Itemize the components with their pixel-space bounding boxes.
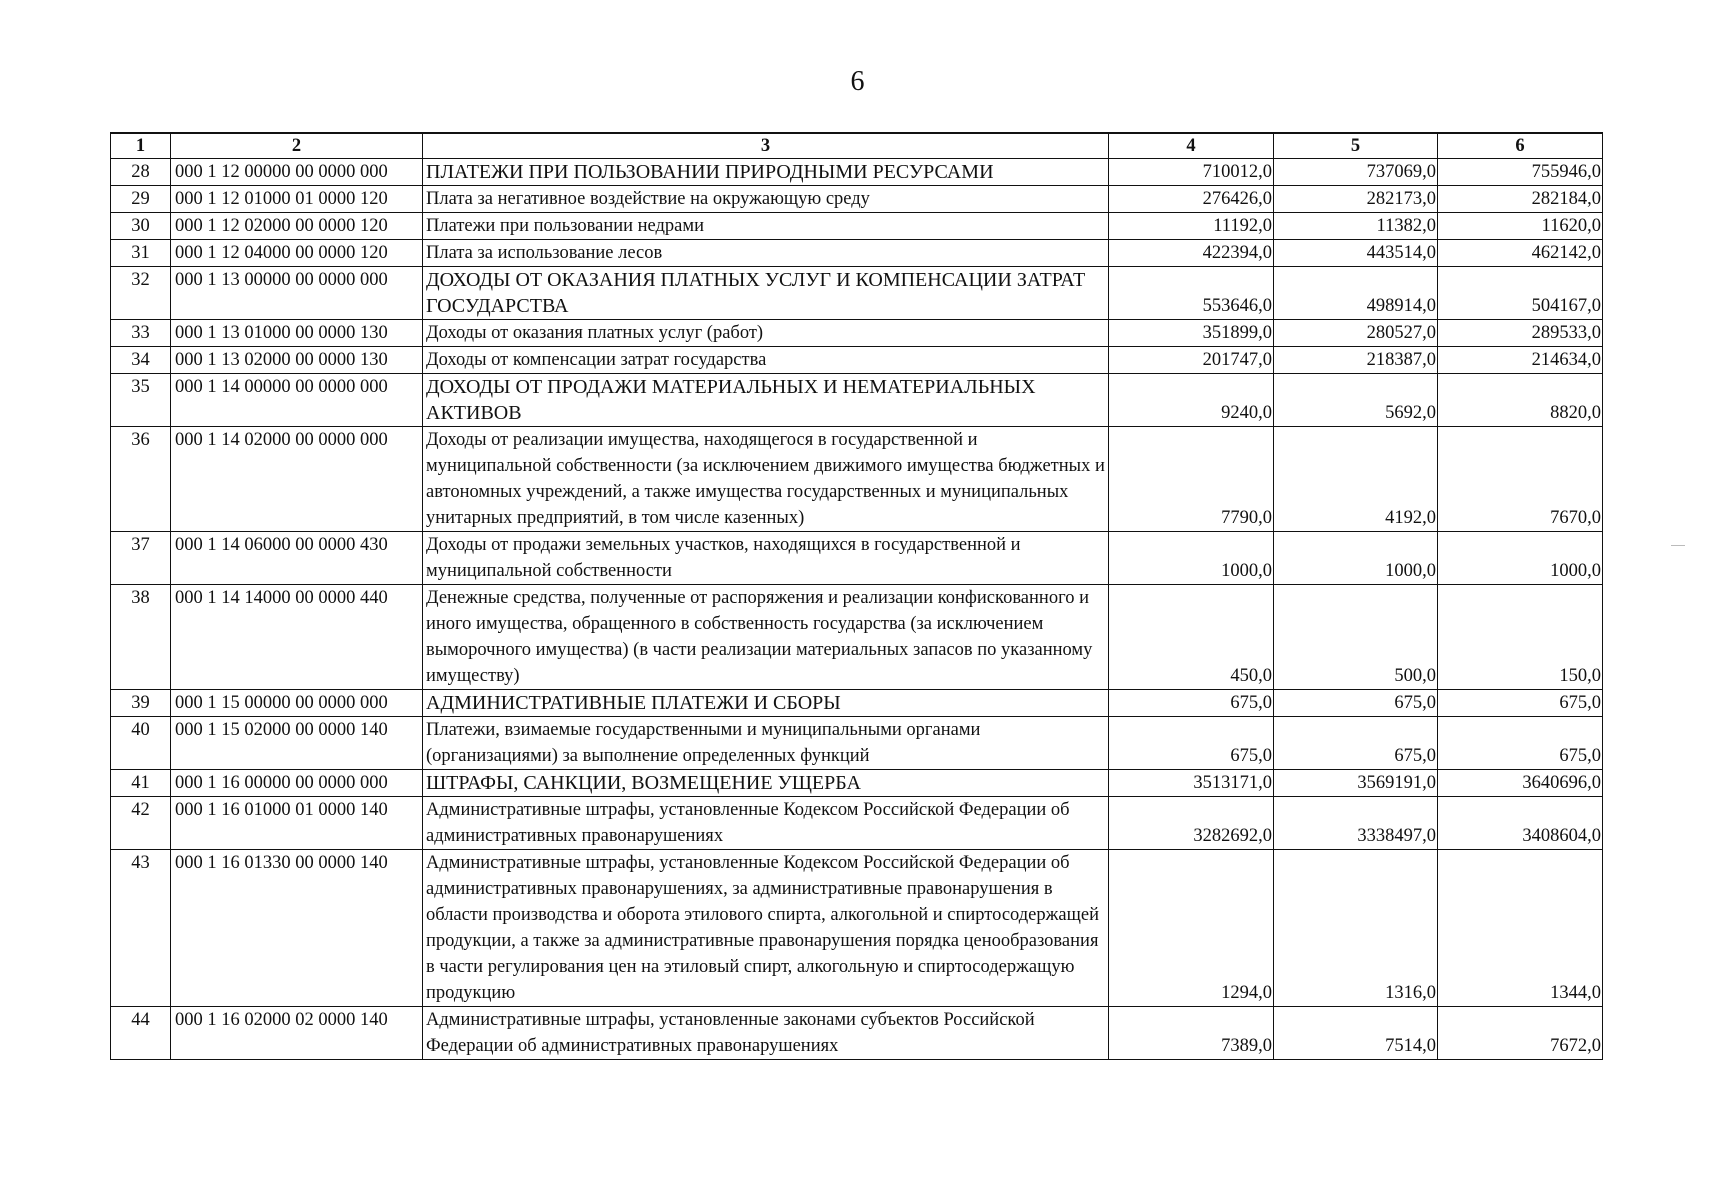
row-number-cell: 41 [111, 770, 171, 797]
value-year2-cell: 5692,0 [1274, 374, 1438, 427]
revenue-name-cell: Плата за использование лесов [423, 240, 1109, 267]
budget-code-cell: 000 1 13 00000 00 0000 000 [171, 267, 423, 320]
value-year1-cell: 675,0 [1109, 690, 1274, 717]
value-year3-cell: 3640696,0 [1438, 770, 1603, 797]
budget-code-cell: 000 1 16 02000 02 0000 140 [171, 1007, 423, 1060]
table-row [111, 427, 1603, 532]
revenue-name-cell: ШТРАФЫ, САНКЦИИ, ВОЗМЕЩЕНИЕ УЩЕРБА [423, 770, 1109, 797]
value-year2-cell: 737069,0 [1274, 159, 1438, 186]
budget-code-cell: 000 1 13 01000 00 0000 130 [171, 320, 423, 347]
value-year1-cell: 710012,0 [1109, 159, 1274, 186]
value-year2-cell: 3338497,0 [1274, 797, 1438, 850]
table-row [111, 159, 1603, 186]
value-year2-cell: 1316,0 [1274, 850, 1438, 1007]
value-year1-cell: 11192,0 [1109, 213, 1274, 240]
table-row [111, 240, 1603, 267]
budget-code-cell: 000 1 14 06000 00 0000 430 [171, 532, 423, 585]
value-year3-cell: 504167,0 [1438, 267, 1603, 320]
value-year3-cell: 214634,0 [1438, 347, 1603, 374]
revenue-name-cell: Доходы от компенсации затрат государства [423, 347, 1109, 374]
revenue-name-cell: ПЛАТЕЖИ ПРИ ПОЛЬЗОВАНИИ ПРИРОДНЫМИ РЕСУРСАМИ [423, 159, 1109, 186]
budget-code-cell: 000 1 14 02000 00 0000 000 [171, 427, 423, 532]
value-year2-cell: 675,0 [1274, 690, 1438, 717]
value-year3-cell: 1000,0 [1438, 532, 1603, 585]
revenue-name-cell: Платежи, взимаемые государственными и муниципальными органами (организациями) за выполнение определенных функций [423, 717, 1109, 770]
budget-code-cell: 000 1 15 02000 00 0000 140 [171, 717, 423, 770]
table-row [111, 374, 1603, 427]
value-year3-cell: 3408604,0 [1438, 797, 1603, 850]
column-header-2: 2 [171, 133, 423, 159]
value-year2-cell: 280527,0 [1274, 320, 1438, 347]
revenue-name-cell: Доходы от реализации имущества, находящегося в государственной и муниципальной собственности (за исключением движимого имущества бюджетных и автономных учреждений, а также имущества государственных и муниципальных унитарных предприятий, в том числе казенных) [423, 427, 1109, 532]
column-header-3: 3 [423, 133, 1109, 159]
value-year2-cell: 282173,0 [1274, 186, 1438, 213]
row-number-cell: 36 [111, 427, 171, 532]
header-row [111, 133, 1603, 159]
value-year1-cell: 675,0 [1109, 717, 1274, 770]
row-number-cell: 32 [111, 267, 171, 320]
value-year1-cell: 351899,0 [1109, 320, 1274, 347]
row-number-cell: 34 [111, 347, 171, 374]
value-year1-cell: 3513171,0 [1109, 770, 1274, 797]
value-year1-cell: 1294,0 [1109, 850, 1274, 1007]
row-number-cell: 30 [111, 213, 171, 240]
value-year1-cell: 7389,0 [1109, 1007, 1274, 1060]
column-header-4: 4 [1109, 133, 1274, 159]
row-number-cell: 35 [111, 374, 171, 427]
budget-code-cell: 000 1 12 01000 01 0000 120 [171, 186, 423, 213]
budget-code-cell: 000 1 14 14000 00 0000 440 [171, 585, 423, 690]
value-year1-cell: 422394,0 [1109, 240, 1274, 267]
value-year2-cell: 3569191,0 [1274, 770, 1438, 797]
table-row [111, 717, 1603, 770]
table-row [111, 347, 1603, 374]
table-row [111, 532, 1603, 585]
column-header-1: 1 [111, 133, 171, 159]
budget-code-cell: 000 1 16 00000 00 0000 000 [171, 770, 423, 797]
budget-code-cell: 000 1 16 01000 01 0000 140 [171, 797, 423, 850]
table-row [111, 690, 1603, 717]
scan-edge-mark [1671, 545, 1685, 546]
value-year2-cell: 1000,0 [1274, 532, 1438, 585]
table-row [111, 186, 1603, 213]
revenue-name-cell: Административные штрафы, установленные законами субъектов Российской Федерации об административных правонарушениях [423, 1007, 1109, 1060]
value-year3-cell: 755946,0 [1438, 159, 1603, 186]
table-row [111, 585, 1603, 690]
value-year2-cell: 498914,0 [1274, 267, 1438, 320]
row-number-cell: 29 [111, 186, 171, 213]
value-year1-cell: 7790,0 [1109, 427, 1274, 532]
table-body [111, 159, 1603, 1060]
row-number-cell: 43 [111, 850, 171, 1007]
revenue-name-cell: Административные штрафы, установленные Кодексом Российской Федерации об административных правонарушениях [423, 797, 1109, 850]
row-number-cell: 42 [111, 797, 171, 850]
value-year2-cell: 443514,0 [1274, 240, 1438, 267]
revenue-name-cell: ДОХОДЫ ОТ ОКАЗАНИЯ ПЛАТНЫХ УСЛУГ И КОМПЕНСАЦИИ ЗАТРАТ ГОСУДАРСТВА [423, 267, 1109, 320]
value-year3-cell: 7672,0 [1438, 1007, 1603, 1060]
budget-code-cell: 000 1 12 00000 00 0000 000 [171, 159, 423, 186]
revenue-name-cell: Денежные средства, полученные от распоряжения и реализации конфискованного и иного имущества, обращенного в собственность государства (за исключением выморочного имущества) (в части реализации материальных запасов по указанному имуществу) [423, 585, 1109, 690]
revenue-name-cell: Платежи при пользовании недрами [423, 213, 1109, 240]
row-number-cell: 31 [111, 240, 171, 267]
revenue-name-cell: АДМИНИСТРАТИВНЫЕ ПЛАТЕЖИ И СБОРЫ [423, 690, 1109, 717]
column-header-5: 5 [1274, 133, 1438, 159]
budget-code-cell: 000 1 12 04000 00 0000 120 [171, 240, 423, 267]
value-year2-cell: 218387,0 [1274, 347, 1438, 374]
row-number-cell: 38 [111, 585, 171, 690]
revenue-table [110, 132, 1603, 1060]
table-row [111, 850, 1603, 1007]
value-year1-cell: 201747,0 [1109, 347, 1274, 374]
row-number-cell: 44 [111, 1007, 171, 1060]
revenue-name-cell: ДОХОДЫ ОТ ПРОДАЖИ МАТЕРИАЛЬНЫХ И НЕМАТЕРИАЛЬНЫХ АКТИВОВ [423, 374, 1109, 427]
table-row [111, 213, 1603, 240]
value-year1-cell: 450,0 [1109, 585, 1274, 690]
revenue-name-cell: Административные штрафы, установленные Кодексом Российской Федерации об административных правонарушениях, за административные правонарушения в области производства и оборота этилового спирта, алкогольной и спиртосодержащей продукции, а также за административные правонарушения порядка ценообразования в части регулирования цен на этиловый спирт, алкогольную и спиртосодержащую продукцию [423, 850, 1109, 1007]
value-year1-cell: 276426,0 [1109, 186, 1274, 213]
value-year1-cell: 553646,0 [1109, 267, 1274, 320]
revenue-name-cell: Доходы от оказания платных услуг (работ) [423, 320, 1109, 347]
value-year2-cell: 11382,0 [1274, 213, 1438, 240]
table-header [111, 133, 1603, 159]
value-year3-cell: 282184,0 [1438, 186, 1603, 213]
table-row [111, 1007, 1603, 1060]
budget-code-cell: 000 1 13 02000 00 0000 130 [171, 347, 423, 374]
row-number-cell: 28 [111, 159, 171, 186]
value-year3-cell: 462142,0 [1438, 240, 1603, 267]
budget-code-cell: 000 1 12 02000 00 0000 120 [171, 213, 423, 240]
value-year3-cell: 11620,0 [1438, 213, 1603, 240]
table-row [111, 770, 1603, 797]
budget-code-cell: 000 1 15 00000 00 0000 000 [171, 690, 423, 717]
row-number-cell: 37 [111, 532, 171, 585]
revenue-name-cell: Плата за негативное воздействие на окружающую среду [423, 186, 1109, 213]
budget-code-cell: 000 1 14 00000 00 0000 000 [171, 374, 423, 427]
table-row [111, 320, 1603, 347]
row-number-cell: 40 [111, 717, 171, 770]
value-year3-cell: 150,0 [1438, 585, 1603, 690]
table-row [111, 797, 1603, 850]
column-header-6: 6 [1438, 133, 1603, 159]
row-number-cell: 33 [111, 320, 171, 347]
page-number: 6 [850, 66, 865, 97]
value-year2-cell: 7514,0 [1274, 1007, 1438, 1060]
value-year3-cell: 7670,0 [1438, 427, 1603, 532]
value-year3-cell: 289533,0 [1438, 320, 1603, 347]
value-year1-cell: 3282692,0 [1109, 797, 1274, 850]
value-year2-cell: 500,0 [1274, 585, 1438, 690]
value-year3-cell: 675,0 [1438, 717, 1603, 770]
value-year1-cell: 1000,0 [1109, 532, 1274, 585]
table-row [111, 267, 1603, 320]
row-number-cell: 39 [111, 690, 171, 717]
value-year2-cell: 675,0 [1274, 717, 1438, 770]
value-year1-cell: 9240,0 [1109, 374, 1274, 427]
value-year3-cell: 8820,0 [1438, 374, 1603, 427]
value-year3-cell: 1344,0 [1438, 850, 1603, 1007]
revenue-name-cell: Доходы от продажи земельных участков, находящихся в государственной и муниципальной собственности [423, 532, 1109, 585]
value-year2-cell: 4192,0 [1274, 427, 1438, 532]
value-year3-cell: 675,0 [1438, 690, 1603, 717]
budget-code-cell: 000 1 16 01330 00 0000 140 [171, 850, 423, 1007]
